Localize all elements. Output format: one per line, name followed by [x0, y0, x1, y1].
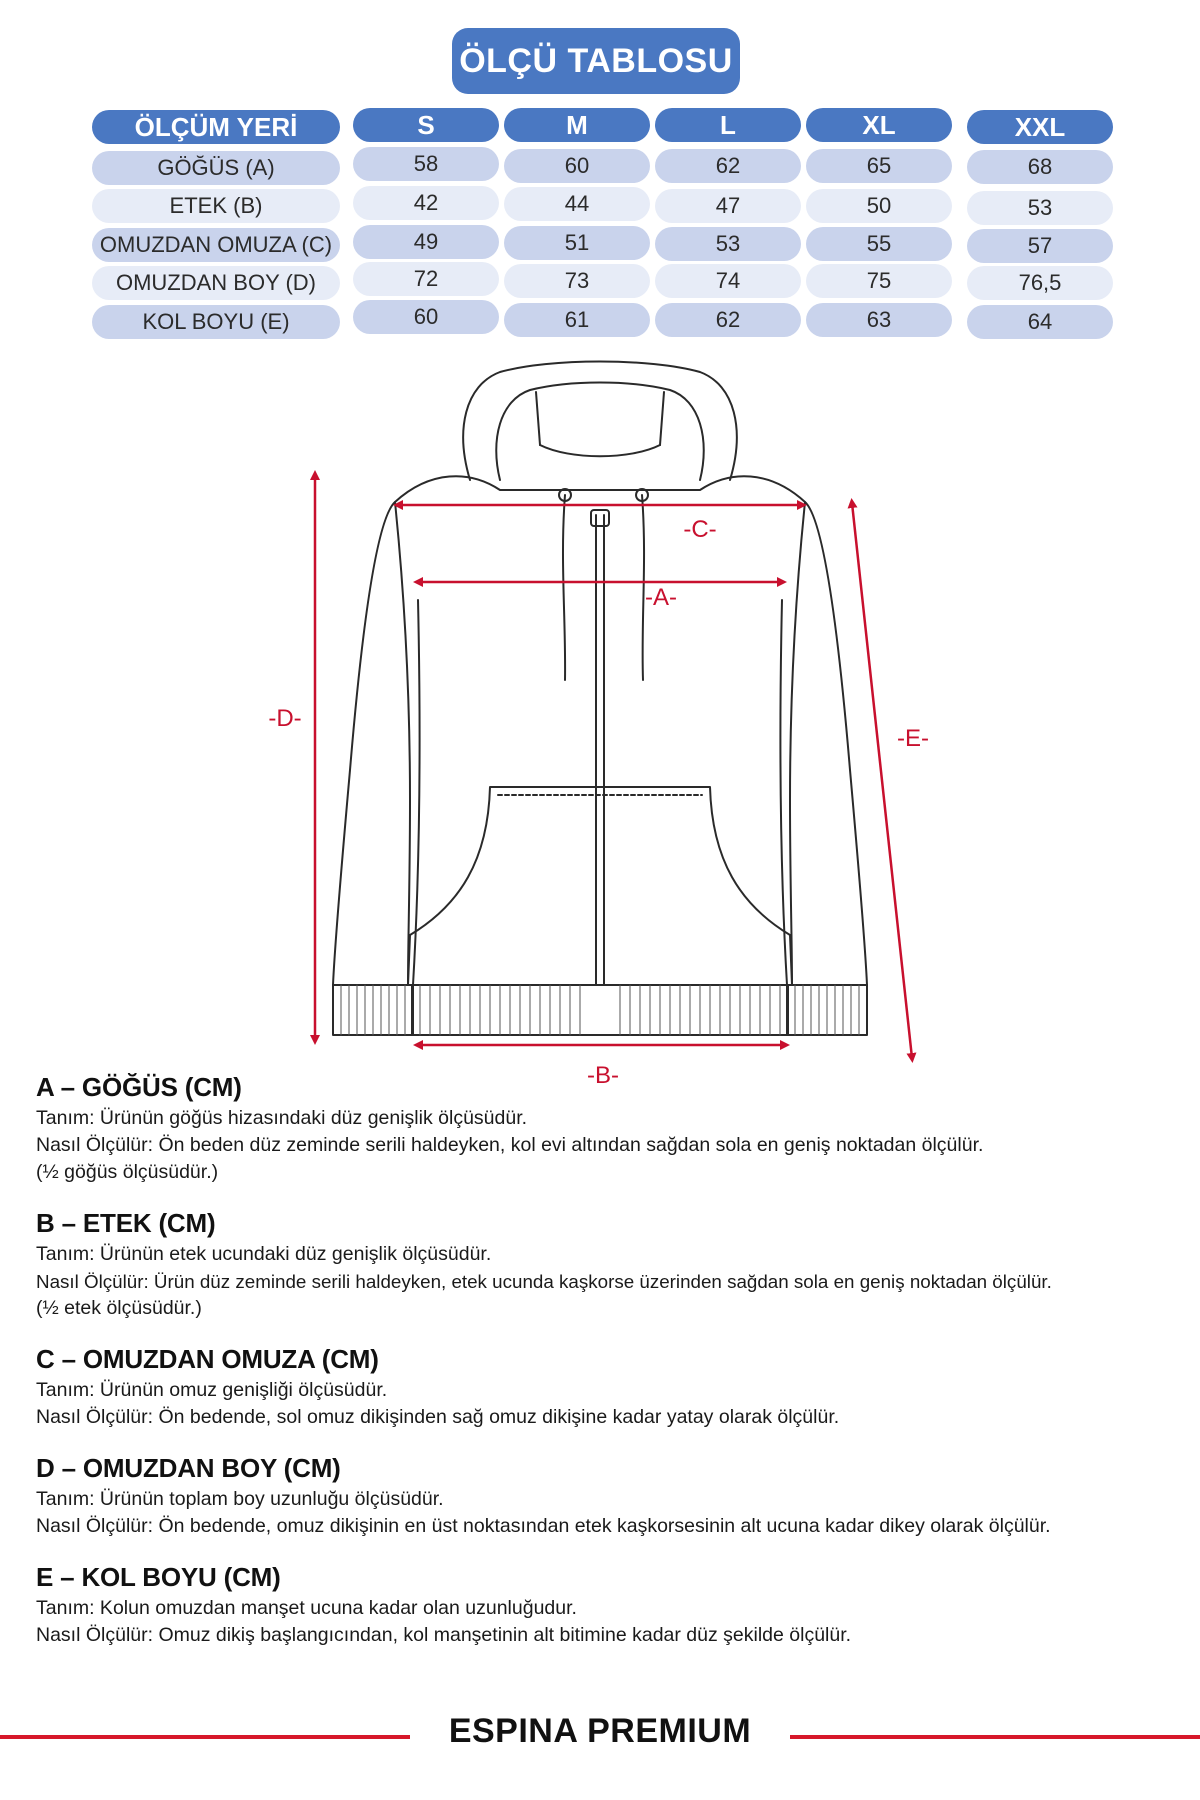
- table-cell: 63: [806, 303, 952, 337]
- table-cell: 65: [806, 149, 952, 183]
- table-cell: 49: [353, 225, 499, 259]
- definition-text: Tanım: Ürünün toplam boy uzunluğu ölçüsüdür.: [36, 1488, 444, 1510]
- table-cell: 55: [806, 227, 952, 261]
- table-cell: 62: [655, 303, 801, 337]
- table-row-label: GÖĞÜS (A): [92, 151, 340, 185]
- definition-text: (½ etek ölçüsüdür.): [36, 1297, 202, 1319]
- measure-d-label: -D-: [268, 705, 302, 732]
- left-sleeve: [333, 502, 420, 985]
- definition-text: Nasıl Ölçülür: Ön bedende, omuz dikişinin en üst noktasından etek kaşkorsesinin alt ucuna kadar dikey olarak ölçülür.: [36, 1515, 1051, 1537]
- page-title: ÖLÇÜ TABLOSU: [452, 28, 740, 94]
- table-cell: 58: [353, 147, 499, 181]
- footer-divider-left: [0, 1735, 410, 1739]
- definition-title: D – OMUZDAN BOY (CM): [36, 1453, 341, 1483]
- table-row-label: ETEK (B): [92, 189, 340, 223]
- definition-text: Tanım: Ürünün göğüs hizasındaki düz genişlik ölçüsüdür.: [36, 1107, 528, 1129]
- drawstring-left: [563, 495, 565, 680]
- table-cell: 51: [504, 226, 650, 260]
- table-header-size: L: [655, 108, 801, 142]
- definition-title: B – ETEK (CM): [36, 1208, 216, 1238]
- table-cell: 64: [967, 305, 1113, 339]
- table-cell: 74: [655, 264, 801, 298]
- table-header-size: M: [504, 108, 650, 142]
- table-cell: 62: [655, 149, 801, 183]
- table-header-label: ÖLÇÜM YERİ: [92, 110, 340, 144]
- definition-text: Nasıl Ölçülür: Ön beden düz zeminde serili haldeyken, kol evi altından sağdan sola en geniş noktadan ölçülür.: [36, 1134, 984, 1156]
- definition-a: [36, 1072, 1176, 1186]
- right-sleeve: [780, 502, 867, 985]
- definition-text: Tanım: Ürünün etek ucundaki düz genişlik ölçüsüdür.: [36, 1243, 492, 1265]
- measurement-definitions: [36, 1072, 1176, 1671]
- measure-b-label: -B-: [587, 1062, 619, 1089]
- table-cell: 57: [967, 229, 1113, 263]
- definition-title: A – GÖĞÜS (CM): [36, 1072, 242, 1102]
- measure-e-line: [852, 503, 912, 1058]
- table-header-size: S: [353, 108, 499, 142]
- measure-e-label: -E-: [897, 725, 929, 752]
- table-cell: 60: [504, 149, 650, 183]
- definition-text: Tanım: Kolun omuzdan manşet ucuna kadar olan uzunluğudur.: [36, 1597, 577, 1619]
- table-cell: 53: [655, 227, 801, 261]
- table-cell: 50: [806, 189, 952, 223]
- body-outline: [395, 476, 805, 985]
- definition-title: C – OMUZDAN OMUZA (CM): [36, 1344, 379, 1374]
- table-cell: 44: [504, 187, 650, 221]
- definition-e: [36, 1562, 1176, 1649]
- table-cell: 60: [353, 300, 499, 334]
- kangaroo-pocket: [408, 787, 792, 985]
- table-row-label: OMUZDAN BOY (D): [92, 266, 340, 300]
- table-cell: 73: [504, 264, 650, 298]
- table-cell: 47: [655, 189, 801, 223]
- definition-text: (½ göğüs ölçüsüdür.): [36, 1161, 219, 1183]
- table-row-label: KOL BOYU (E): [92, 305, 340, 339]
- drawstring-right: [642, 495, 644, 680]
- measure-a-label: -A-: [645, 584, 677, 611]
- zipper: [596, 515, 604, 985]
- table-cell: 72: [353, 262, 499, 296]
- footer-divider-right: [790, 1735, 1200, 1739]
- table-cell: 75: [806, 264, 952, 298]
- definition-b: [36, 1208, 1176, 1322]
- table-cell: 61: [504, 303, 650, 337]
- definition-text: Nasıl Ölçülür: Ön bedende, sol omuz dikişinden sağ omuz dikişine kadar yatay olarak ölçülür.: [36, 1406, 840, 1428]
- definition-text: Nasıl Ölçülür: Omuz dikiş başlangıcından, kol manşetinin alt bitimine kadar düz şekilde ölçülür.: [36, 1624, 852, 1646]
- table-header-size: XXL: [967, 110, 1113, 144]
- table-cell: 76,5: [967, 266, 1113, 300]
- definition-title: E – KOL BOYU (CM): [36, 1562, 281, 1592]
- hood-inner: [496, 383, 704, 481]
- measure-c-label: -C-: [683, 516, 717, 543]
- table-cell: 68: [967, 150, 1113, 184]
- definition-d: [36, 1453, 1176, 1540]
- definition-text: Tanım: Ürünün omuz genişliği ölçüsüdür.: [36, 1379, 388, 1401]
- hood-outer: [463, 362, 737, 481]
- definition-text: Nasıl Ölçülür: Ürün düz zeminde serili haldeyken, etek ucunda kaşkorse üzerinden sağdan sola en geniş noktadan ölçülür.: [36, 1271, 1052, 1292]
- table-cell: 42: [353, 186, 499, 220]
- hem-rib: [412, 985, 788, 1035]
- brand-name: ESPINA PREMIUM: [448, 1712, 752, 1750]
- table-cell: 53: [967, 191, 1113, 225]
- hoodie-diagram: [0, 355, 1200, 1095]
- table-header-size: XL: [806, 108, 952, 142]
- definition-c: [36, 1344, 1176, 1431]
- table-row-label: OMUZDAN OMUZA (C): [92, 228, 340, 262]
